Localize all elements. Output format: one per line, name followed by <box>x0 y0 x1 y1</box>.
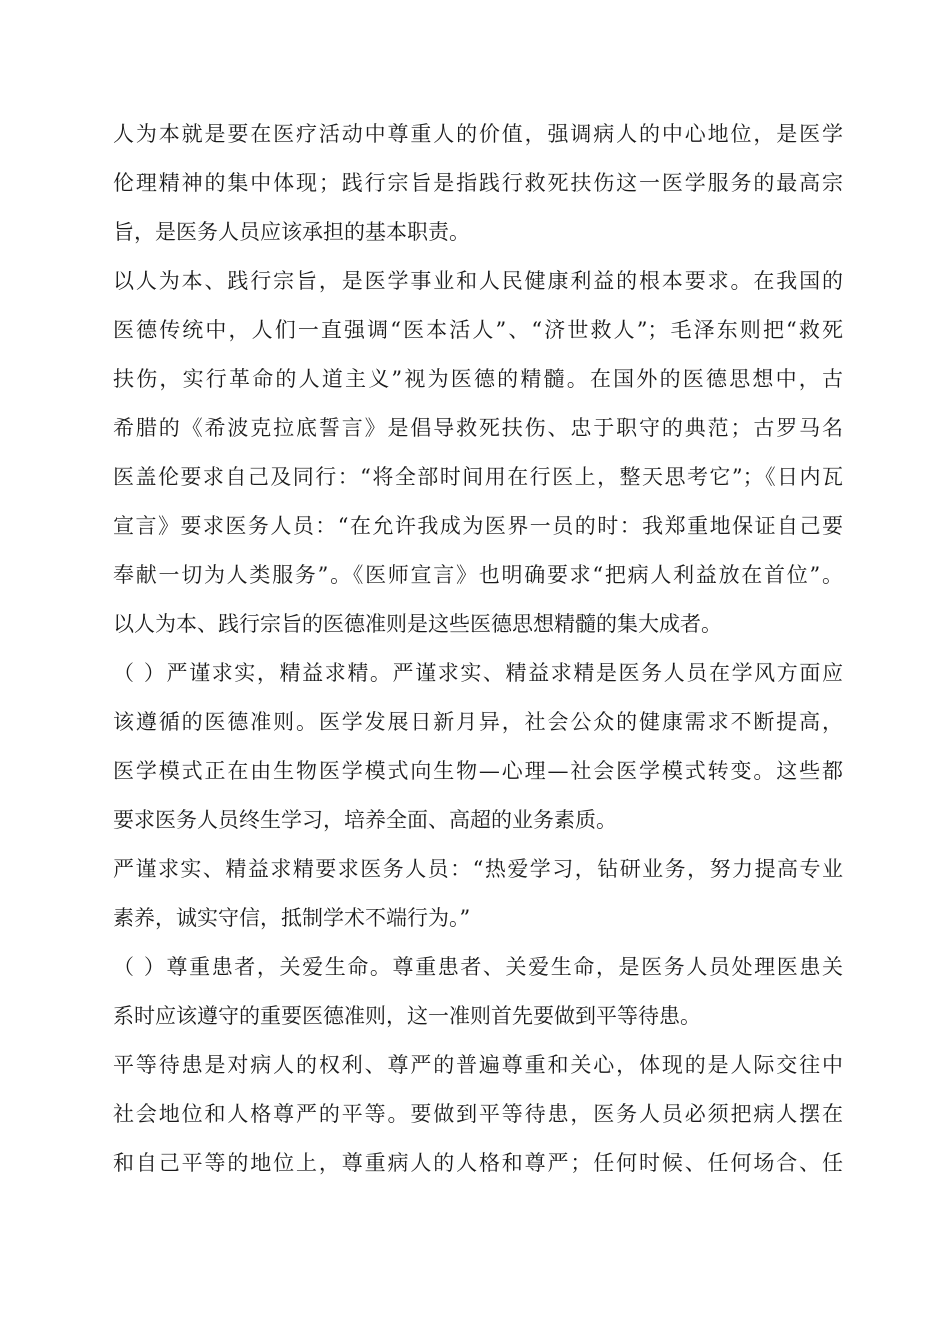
paragraph-6 <box>113 1041 843 1188</box>
text-line: 宣言》要求医务人员：“在允许我成为医界一员的时：我郑重地保证自己要 <box>113 514 843 538</box>
text-line: 平等待患是对病人的权利、尊严的普遍尊重和关心，体现的是人际交往中 <box>113 1053 843 1077</box>
text-line: 奉献一切为人类服务”。《医师宣言》也明确要求“把病人利益放在首位”。 <box>113 563 843 587</box>
text-line: 旨，是医务人员应该承担的基本职责。 <box>113 220 470 244</box>
text-line: 和自己平等的地位上，尊重病人的人格和尊严；任何时候、任何场合、任 <box>113 1151 843 1175</box>
text-line: 医学模式正在由生物医学模式向生物—心理—社会医学模式转变。这些都 <box>113 759 843 783</box>
paragraph-2 <box>113 257 843 649</box>
paragraph-3 <box>113 649 843 845</box>
text-line: 扶伤，实行革命的人道主义”视为医德的精髓。在国外的医德思想中，古 <box>113 367 843 391</box>
paragraph-4 <box>113 845 843 943</box>
text-line: 希腊的《希波克拉底誓言》是倡导救死扶伤、忠于职守的典范；古罗马名 <box>113 416 843 440</box>
document-page <box>113 110 843 1188</box>
text-line: 医德传统中，人们一直强调“医本活人”、“济世救人”；毛泽东则把“救死 <box>113 318 843 342</box>
paragraph-5 <box>113 943 843 1041</box>
text-line: 伦理精神的集中体现；践行宗旨是指践行救死扶伤这一医学服务的最高宗 <box>113 171 843 195</box>
text-line: 医盖伦要求自己及同行：“将全部时间用在行医上，整天思考它”；《日内瓦 <box>113 465 843 489</box>
text-line: （ ）尊重患者，关爱生命。尊重患者、关爱生命，是医务人员处理医患关 <box>113 955 843 979</box>
text-line: 以人为本、践行宗旨，是医学事业和人民健康利益的根本要求。在我国的 <box>113 269 843 293</box>
text-line: 社会地位和人格尊严的平等。要做到平等待患，医务人员必须把病人摆在 <box>113 1102 843 1126</box>
text-line: 系时应该遵守的重要医德准则，这一准则首先要做到平等待患。 <box>113 1004 701 1028</box>
text-line: 该遵循的医德准则。医学发展日新月异，社会公众的健康需求不断提高， <box>113 710 843 734</box>
text-line: 严谨求实、精益求精要求医务人员：“热爱学习，钻研业务，努力提高专业 <box>113 857 843 881</box>
text-line: 人为本就是要在医疗活动中尊重人的价值，强调病人的中心地位，是医学 <box>113 122 843 146</box>
text-line: （ ）严谨求实，精益求精。严谨求实、精益求精是医务人员在学风方面应 <box>113 661 843 685</box>
text-line: 素养，诚实守信，抵制学术不端行为。” <box>113 906 471 930</box>
text-line: 以人为本、践行宗旨的医德准则是这些医德思想精髓的集大成者。 <box>113 612 722 636</box>
text-line: 要求医务人员终生学习，培养全面、高超的业务素质。 <box>113 808 617 832</box>
paragraph-1 <box>113 110 843 257</box>
